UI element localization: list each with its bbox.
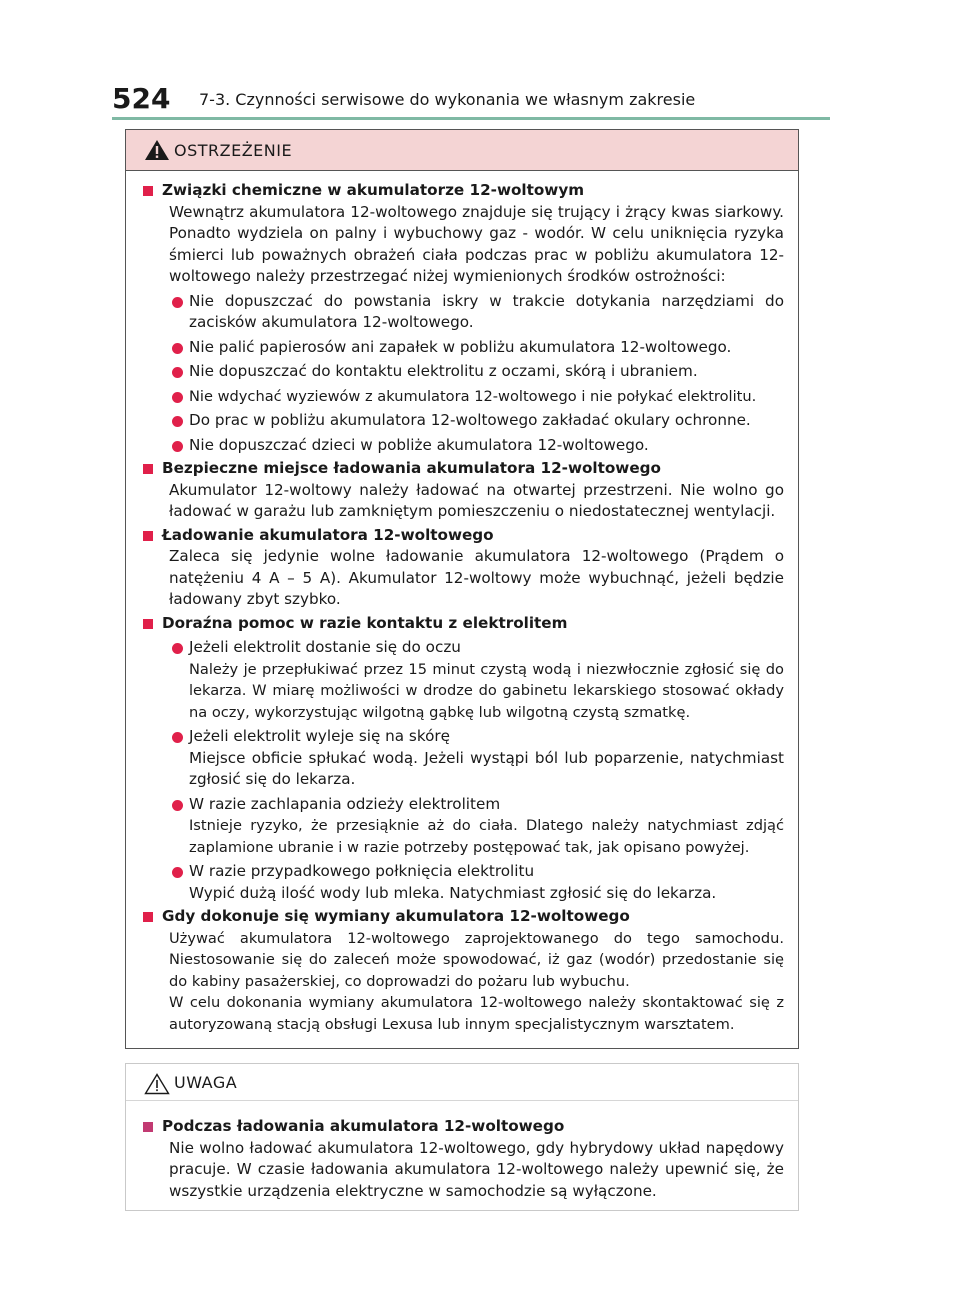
item-title: Jeżeli elektrolit wyleje się na skórę	[189, 727, 450, 745]
section-heading: Gdy dokonuje się wymiany akumulatora 12-woltowego	[162, 907, 630, 925]
section-text: Używać akumulatora 12-woltowego zaprojektowanego do tego samochodu. Niestosowanie się do zaleceń może spowodować, iż gaz (wodór) przedostanie się do kabiny pasażerskiej, co doprowadzi do pożaru lub wybuchu.	[169, 929, 784, 990]
caution-content	[142, 1116, 784, 1202]
warning-box	[125, 129, 799, 1049]
round-bullet-icon	[172, 392, 183, 403]
list-item: Do prac w pobliżu akumulatora 12-woltowego zakładać okulary ochronne.	[162, 410, 784, 432]
section-heading: Podczas ładowania akumulatora 12-woltowego	[162, 1117, 565, 1135]
item-text: Miejsce obficie spłukać wodą. Jeżeli wystąpi ból lub poparzenie, natychmiast zgłosić się do lekarza.	[189, 748, 784, 788]
round-bullet-icon	[172, 367, 183, 378]
item-text: Istnieje ryzyko, że przesiąknie aż do ciała. Dlatego należy natychmiast zdjąć zaplamione ubranie i w razie potrzeby postępować tak, jak opisano powyżej.	[189, 817, 784, 856]
list-item	[162, 861, 784, 904]
section-text: Zaleca się jedynie wolne ładowanie akumulatora 12-woltowego (Prądem o natężeniu 4 A – 5 A). Akumulator 12-woltowy może wybuchnąć, jeżeli będzie ładowany zbyt szybko.	[169, 547, 784, 608]
item-text: Wypić dużą ilość wody lub mleka. Natychmiast zgłosić się do lekarza.	[189, 883, 717, 902]
round-bullet-icon	[172, 800, 183, 811]
section-title: 7-3. Czynności serwisowe do wykonania we własnym zakresie	[199, 90, 696, 109]
warning-header	[126, 130, 798, 171]
item-text: Należy je przepłukiwać przez 15 minut czystą wodą i niezwłocznie zgłosić się do lekarza. W miarę możliwości w drodze do gabinetu lekarskiego stosować okłady na oczy, wykorzystując wilgotną gąbkę lub wilgotną czystą szmatkę.	[189, 660, 784, 721]
item-title: Jeżeli elektrolit dostanie się do oczu	[189, 638, 461, 656]
header-rule	[112, 117, 830, 120]
caution-box	[125, 1063, 799, 1211]
item-title: W razie zachlapania odzieży elektrolitem	[189, 794, 501, 813]
caution-title: UWAGA	[174, 1073, 238, 1092]
warning-title: OSTRZEŻENIE	[174, 141, 293, 160]
square-bullet-icon	[143, 1122, 153, 1132]
round-bullet-icon	[172, 867, 183, 878]
warning-icon	[144, 139, 170, 161]
list-item: Nie dopuszczać dzieci w pobliże akumulatora 12-woltowego.	[162, 435, 784, 457]
item-title: W razie przypadkowego połknięcia elektrolitu	[189, 862, 535, 880]
round-bullet-icon	[172, 416, 183, 427]
section-heading: Bezpieczne miejsce ładowania akumulatora 12-woltowego	[162, 459, 661, 477]
list-item: Nie dopuszczać do kontaktu elektrolitu z oczami, skórą i ubraniem.	[162, 361, 784, 383]
round-bullet-icon	[172, 441, 183, 452]
section-text: Akumulator 12-woltowy należy ładować na otwartej przestrzeni. Nie wolno go ładować w garażu lub zamkniętym pomieszczeniu o niedostatecznej wentylacji.	[169, 480, 784, 520]
round-bullet-icon	[172, 297, 183, 308]
square-bullet-icon	[143, 531, 153, 541]
square-bullet-icon	[143, 912, 153, 922]
round-bullet-icon	[172, 643, 183, 654]
warning-section	[142, 458, 784, 523]
warning-section	[142, 180, 784, 456]
section-text: W celu dokonania wymiany akumulatora 12-woltowego należy skontaktować się z autoryzowaną stacją obsługi Lexusa lub innym specjalistycznym warsztatem.	[169, 994, 784, 1033]
caution-icon	[144, 1073, 170, 1095]
list-item: Nie dopuszczać do powstania iskry w trakcie dotykania narzędziami do zacisków akumulatora 12-woltowego.	[162, 291, 784, 334]
square-bullet-icon	[143, 619, 153, 629]
list-item	[162, 726, 784, 791]
section-heading: Doraźna pomoc w razie kontaktu z elektrolitem	[162, 613, 568, 632]
round-bullet-icon	[172, 343, 183, 354]
warning-section	[142, 525, 784, 611]
warning-content	[142, 180, 784, 1035]
square-bullet-icon	[143, 464, 153, 474]
warning-section	[142, 906, 784, 1035]
page-number: 524	[112, 82, 171, 115]
list-item	[162, 794, 784, 859]
section-heading: Związki chemiczne w akumulatorze 12-woltowym	[162, 181, 585, 199]
list-item	[162, 637, 784, 723]
section-text: Wewnątrz akumulatora 12-woltowego znajduje się trujący i żrący kwas siarkowy. Ponadto wydziela on palny i wybuchowy gaz - wodór. W celu uniknięcia ryzyka śmierci lub poważnych obrażeń ciała podczas prac w pobliżu akumulatora 12-woltowego należy przestrzegać niżej wymienionych środków ostrożności:	[169, 202, 784, 285]
square-bullet-icon	[143, 186, 153, 196]
list-item: Nie wdychać wyziewów z akumulatora 12-woltowego i nie połykać elektrolitu.	[162, 386, 784, 408]
caution-header	[126, 1064, 798, 1101]
section-heading: Ładowanie akumulatora 12-woltowego	[162, 525, 494, 544]
warning-section	[142, 613, 784, 905]
list-item: Nie palić papierosów ani zapałek w pobliżu akumulatora 12-woltowego.	[162, 337, 784, 359]
round-bullet-icon	[172, 732, 183, 743]
caution-section	[142, 1116, 784, 1202]
page-header	[112, 82, 830, 120]
section-text: Nie wolno ładować akumulatora 12-woltowego, gdy hybrydowy układ napędowy pracuje. W czasie ładowania akumulatora 12-woltowego należy upewnić się, że wszystkie urządzenia elektryczne w samochodzie są wyłączone.	[169, 1138, 784, 1200]
